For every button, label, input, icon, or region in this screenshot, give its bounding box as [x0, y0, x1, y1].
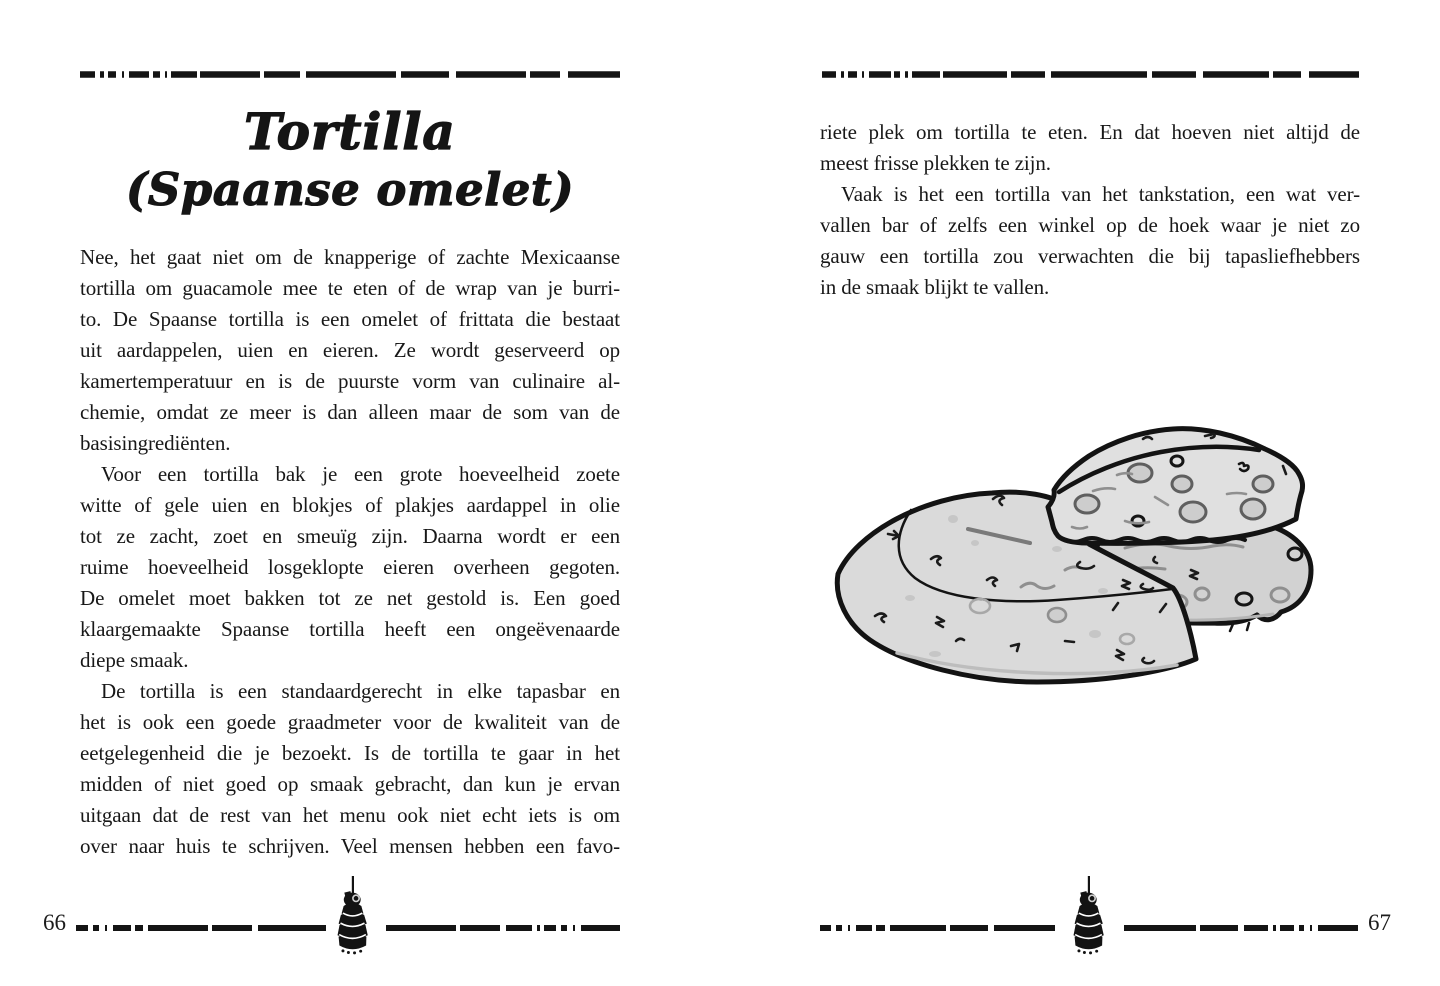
- tortilla-illustration: [825, 412, 1365, 712]
- text-line: De tortilla is een standaardgerecht in elke tapasbar en: [101, 679, 620, 703]
- text-line: eetgelegenheid die je bezoekt. Is de tortilla te gaar in het: [80, 741, 620, 765]
- text-line: ruime hoeveelheid losgeklopte eieren overheen gegoten.: [80, 555, 620, 579]
- chapter-title: [80, 101, 620, 217]
- text-line: vallen bar of zelfs een winkel op de hoek waar je niet zo: [820, 213, 1360, 237]
- text-line: kamertemperatuur en is de puurste vorm van culinaire al-: [80, 369, 620, 393]
- page-number-right: 67: [1368, 910, 1391, 935]
- top-decorative-rule: [80, 70, 620, 79]
- pintxo-icon: [1072, 876, 1105, 955]
- top-decorative-rule: [822, 70, 1362, 79]
- footer-rule-left-b: [386, 924, 620, 932]
- body-text-left: [80, 242, 620, 862]
- text-line: midden of niet goed op smaak gebracht, dan kun je ervan: [80, 772, 620, 796]
- text-line: klaargemaakte Spaanse tortilla heeft een ongeëvenaarde: [80, 617, 620, 641]
- body-text-right: [820, 117, 1360, 303]
- chapter-title-line2: (Spaanse omelet): [126, 163, 574, 216]
- text-line: meest frisse plekken te zijn.: [820, 151, 1051, 175]
- page-right: [720, 0, 1440, 986]
- text-line: De omelet moet bakken tot ze net gestold is. Een goed: [80, 586, 620, 610]
- text-line: tot ze zacht, zoet en smeuïg zijn. Daarna wordt er een: [80, 524, 620, 548]
- footer-rule-right-a: [820, 924, 1055, 932]
- text-line: to. De Spaanse tortilla is een omelet of frittata die bestaat: [80, 307, 620, 331]
- text-line: Vaak is het een tortilla van het tankstation, een wat ver-: [841, 182, 1360, 206]
- text-line: tortilla om guacamole mee te eten of de wrap van je burri-: [80, 276, 620, 300]
- text-line: diepe smaak.: [80, 648, 189, 672]
- text-line: riete plek om tortilla te eten. En dat hoeven niet altijd de: [820, 120, 1360, 144]
- text-line: over naar huis te schrijven. Veel mensen hebben een favo-: [80, 834, 620, 858]
- cut-slice: [1048, 429, 1303, 544]
- text-line: chemie, omdat ze meer is dan alleen maar de som van de: [80, 400, 620, 424]
- footer-rule-right-b: [1124, 924, 1358, 932]
- text-line: Voor een tortilla bak je een grote hoeveelheid zoete: [101, 462, 620, 486]
- text-line: witte of gele uien en blokjes of plakjes aardappel in olie: [80, 493, 620, 517]
- text-line: in de smaak blijkt te vallen.: [820, 275, 1050, 299]
- text-line: gauw een tortilla zou verwachten die bij tapasliefhebbers: [820, 244, 1360, 268]
- page-number-left: 66: [43, 910, 66, 935]
- text-line: uit aardappelen, uien en eieren. Ze wordt geserveerd op: [80, 338, 620, 362]
- text-line: basisingrediënten.: [80, 431, 231, 455]
- pintxo-icon: [336, 876, 369, 955]
- footer-rule-left-a: [76, 924, 326, 932]
- chapter-title-line1: Tortilla: [244, 102, 456, 161]
- text-line: Nee, het gaat niet om de knapperige of zachte Mexicaanse: [80, 245, 620, 269]
- text-line: het is ook een goede graadmeter voor de kwaliteit van de: [80, 710, 620, 734]
- text-line: uitgaan dat de rest van het menu ook niet echt iets is om: [80, 803, 620, 827]
